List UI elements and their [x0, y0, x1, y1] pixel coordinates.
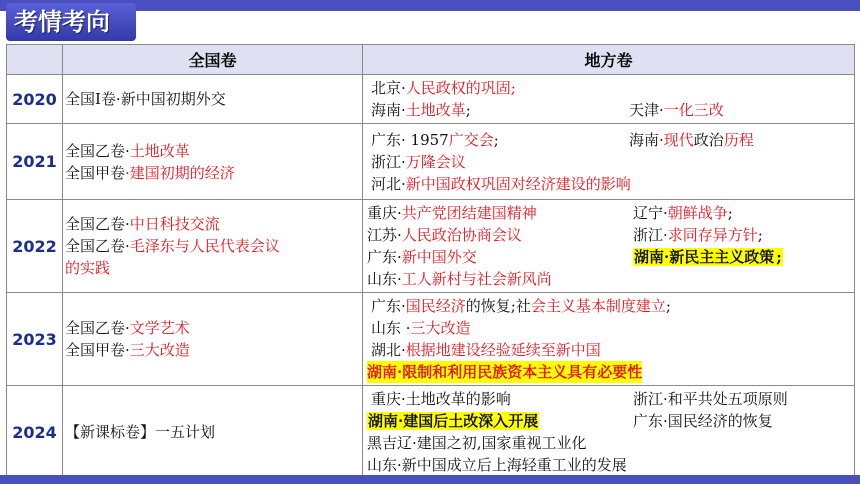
local-cell — [363, 124, 855, 200]
local-item: 山东·新中国成立后上海轻重工业的发展 — [367, 456, 627, 474]
topic-text: 一化三改 — [663, 101, 724, 119]
punctuation: ; — [665, 297, 671, 315]
region-label: 重庆· — [367, 204, 402, 222]
table-row — [7, 293, 855, 386]
local-item: 黑吉辽·建国之初,国家重视工业化 — [367, 434, 587, 452]
national-cell — [63, 200, 363, 293]
exam-label: 全国乙卷· — [65, 141, 130, 160]
exam-label: 全国乙卷· — [65, 319, 130, 337]
region-label: 辽宁· — [633, 204, 668, 222]
highlighted-topic: 湖南·新民主主义政策 — [634, 248, 775, 266]
table-row — [7, 386, 855, 479]
national-item: 全国Ⅰ卷·新中国初期外交 — [65, 90, 226, 108]
region-label: 江苏· — [367, 226, 402, 244]
region-label: 北京· — [371, 79, 406, 97]
bottom-accent-bar — [0, 475, 860, 484]
exam-label: 全国乙卷· — [65, 237, 130, 255]
punctuation: ; — [727, 204, 733, 222]
punctuation: ; — [776, 248, 782, 266]
local-cell — [363, 75, 855, 124]
topic-text: 历程 — [723, 130, 754, 149]
topic-text: 求同存异方针 — [667, 226, 758, 244]
region-label: 河北· — [371, 174, 406, 193]
topic-text: 广交会 — [448, 130, 494, 149]
year-cell: 2022 — [7, 200, 63, 293]
punctuation: ; — [757, 226, 763, 244]
topic-text: 朝鲜战争 — [667, 204, 728, 222]
topic-text: 土地改革 — [129, 141, 190, 160]
exam-trend-table — [6, 44, 855, 479]
region-label: 浙江· — [371, 152, 406, 171]
topic-text: 根据地建设经验延续至新中国 — [405, 341, 601, 359]
national-cell — [63, 293, 363, 386]
national-item: 【新课标卷】一五计划 — [65, 423, 216, 441]
local-cell — [363, 293, 855, 386]
highlighted-topic: 湖南·建国后土改深入开展 — [368, 412, 539, 430]
local-item: 浙江·和平共处五项原则 — [633, 390, 788, 408]
table-row — [7, 200, 855, 293]
local-item: 重庆·土地改革的影响 — [371, 390, 511, 408]
exam-label: 全国乙卷· — [65, 215, 130, 233]
topic-text: 中日科技交流 — [129, 215, 220, 233]
local-cell — [363, 386, 855, 479]
year-cell: 2020 — [7, 75, 63, 124]
header-row — [7, 45, 855, 75]
topic-text: 会主义基本制度建立 — [530, 297, 666, 315]
topic-text: 土地改革 — [405, 101, 466, 119]
region-label: 广东· 1957 — [371, 130, 449, 149]
topic-text: 人民政治协商会议 — [401, 226, 522, 244]
topic-text: 文学艺术 — [129, 319, 190, 337]
topic-text: 新中国政权巩固对经济建设的影响 — [405, 174, 631, 193]
region-label: 湖北· — [371, 341, 406, 359]
exam-label: 全国甲卷· — [65, 341, 130, 359]
topic-text: 共产党团结建国精神 — [401, 204, 537, 222]
national-cell — [63, 75, 363, 124]
region-label: 海南· — [371, 101, 406, 119]
plain-text: 政治 — [693, 130, 724, 149]
plain-text: 的恢复;社 — [465, 297, 531, 315]
header-local: 地方卷 — [363, 45, 855, 75]
region-label: 山东· — [367, 270, 402, 288]
topic-text: 毛泽东与人民代表会议 — [129, 237, 280, 255]
page-title: 考情考向 — [6, 3, 136, 41]
header-national: 全国卷 — [63, 45, 363, 75]
year-cell: 2021 — [7, 124, 63, 200]
local-item: 广东·国民经济的恢复 — [633, 412, 773, 430]
topic-text: 万隆会议 — [405, 152, 466, 171]
year-cell: 2023 — [7, 293, 63, 386]
year-cell: 2024 — [7, 386, 63, 479]
exam-label: 全国甲卷 — [65, 163, 126, 182]
topic-text: 工人新村与社会新风尚 — [401, 270, 552, 288]
region-label: 天津· — [629, 101, 664, 119]
topic-text: 现代 — [663, 130, 694, 149]
local-cell — [363, 200, 855, 293]
highlighted-topic: 湖南·限制和利用民族资本主义具有必要性 — [367, 363, 643, 381]
region-label: 山东 · — [371, 319, 411, 337]
region-label: 广东· — [371, 297, 406, 315]
region-label: 海南· — [629, 130, 664, 149]
punctuation: ; — [465, 101, 471, 119]
topic-text: ·建国初期的经济 — [125, 163, 235, 182]
topic-text: 三大改造 — [129, 341, 190, 359]
topic-text: 的实践 — [65, 259, 111, 277]
topic-text: 国民经济 — [405, 297, 466, 315]
national-cell — [63, 386, 363, 479]
punctuation: ; — [493, 130, 499, 149]
table-row — [7, 124, 855, 200]
topic-text: 三大改造 — [410, 319, 471, 337]
table-row — [7, 75, 855, 124]
region-label: 浙江· — [633, 226, 668, 244]
national-cell — [63, 124, 363, 200]
topic-text: 人民政权的巩固; — [405, 79, 516, 97]
header-year-cell — [7, 45, 63, 75]
topic-text: 新中国外交 — [401, 248, 477, 266]
region-label: 广东· — [367, 248, 402, 266]
